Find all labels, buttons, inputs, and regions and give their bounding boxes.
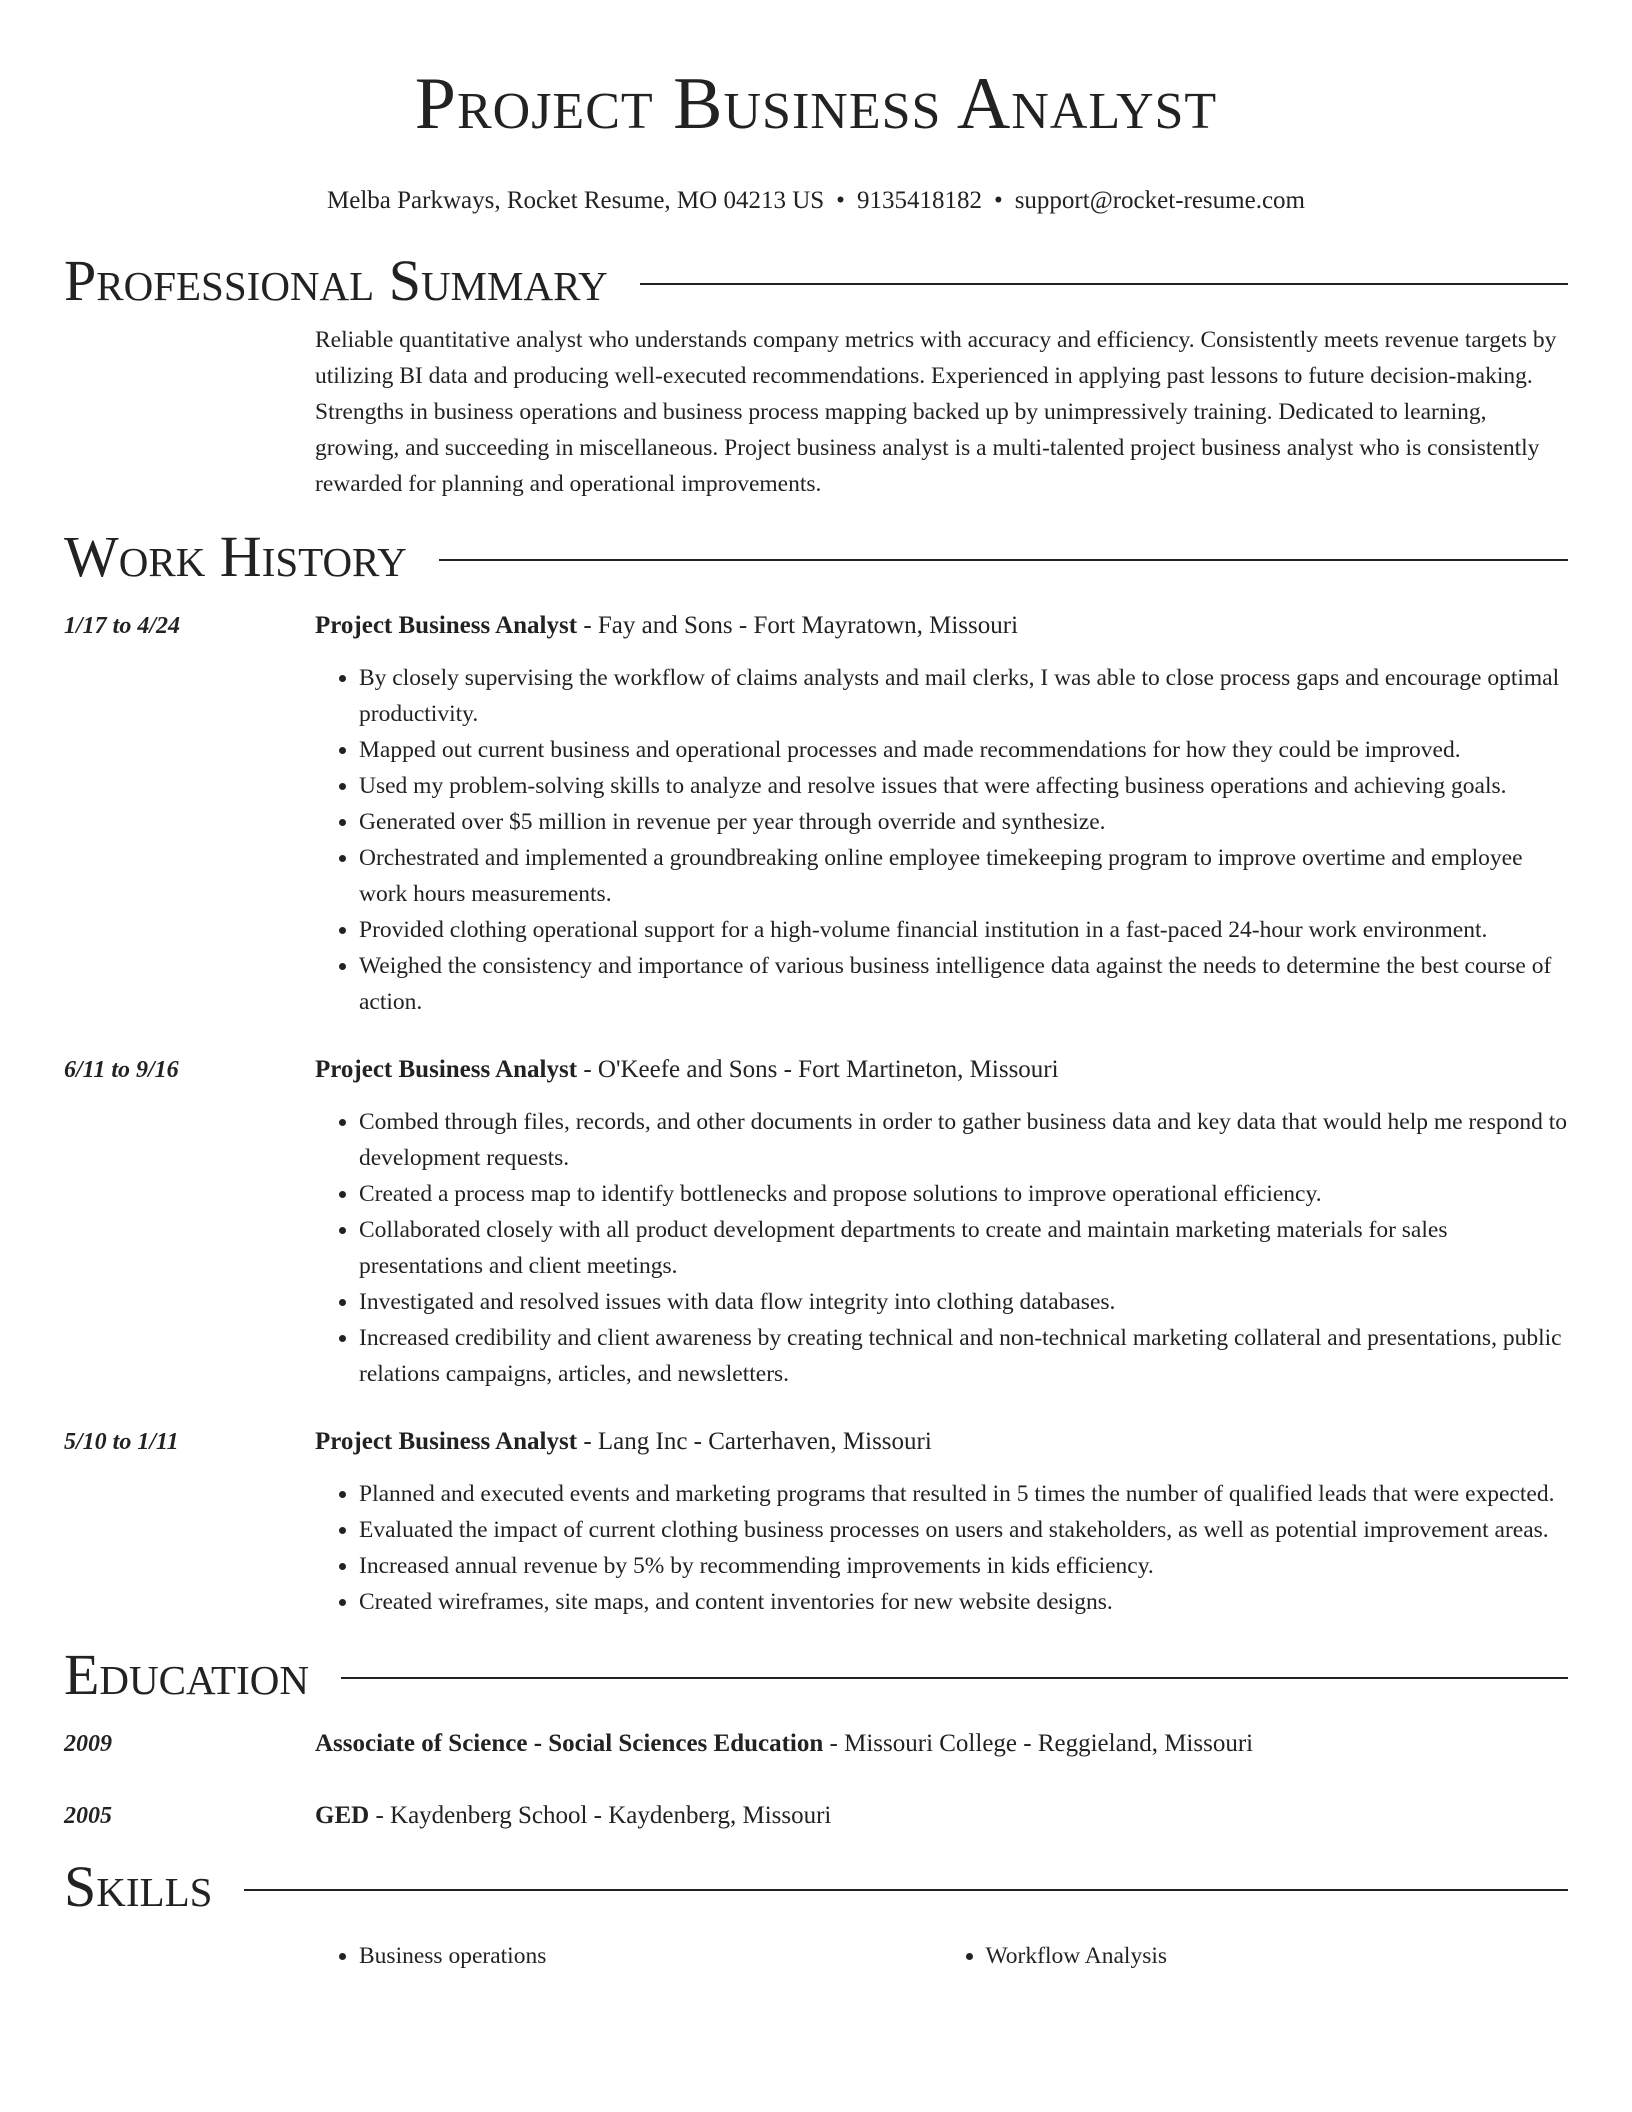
list-item: • Provided clothing operational support for a high-volume financial institution in a fast-paced 24-hour work environment.: [359, 912, 1568, 948]
section-divider: [640, 283, 1568, 285]
education-line: [315, 1798, 1568, 1834]
job-entry-1: [64, 608, 1568, 1020]
job-title-line: [315, 608, 1568, 644]
education-section-header: [64, 1640, 1568, 1710]
candidate-name: Project Business Analyst: [414, 63, 1218, 145]
list-item: • Mapped out current business and operational processes and made recommendations for how they could be improved.: [359, 732, 1568, 768]
skills-list: [315, 1938, 1568, 1974]
contact-address: Melba Parkways, Rocket Resume, MO 04213 US: [327, 187, 825, 214]
list-item: • Evaluated the impact of current clothing business processes on users and stakeholders, as well as potential improvement areas.: [359, 1512, 1568, 1548]
job-title: Project Business Analyst: [315, 1056, 578, 1083]
job-bullets: [315, 660, 1568, 1020]
education-year: 2005: [64, 1803, 112, 1829]
list-item: • Generated over $5 million in revenue per year through override and synthesize.: [359, 804, 1568, 840]
list-item: • Weighed the consistency and importance of various business intelligence data against the needs to determine the best course of action.: [359, 948, 1568, 1020]
list-item: • Used my problem-solving skills to analyze and resolve issues that were affecting business operations and achieving goals.: [359, 768, 1568, 804]
list-item: • Created wireframes, site maps, and content inventories for new website designs.: [359, 1584, 1568, 1620]
job-details: - Fay and Sons - Fort Mayratown, Missouri: [577, 612, 1019, 639]
summary-text: Reliable quantitative analyst who understands company metrics with accuracy and efficiency. Consistently meets revenue targets by utilizing BI data and producing well-executed recommendations. Experienced in applying past lessons to future decision-making. Strengths in business operations and business process mapping backed up by unimpressively training. Dedicated to learning, growing, and succeeding in miscellaneous. Project business analyst is a multi-talented project business analyst who is consistently rewarded for planning and operational improvements.: [315, 327, 1557, 497]
education-degree: GED: [315, 1802, 370, 1829]
education-entry-2: [64, 1798, 1568, 1834]
job-bullets: [315, 1476, 1568, 1620]
list-item: • Combed through files, records, and other documents in order to gather business data and key data that would help me respond to development requests.: [359, 1104, 1568, 1176]
contact-separator: •: [836, 187, 845, 214]
list-item: • By closely supervising the workflow of claims analysts and mail clerks, I was able to close process gaps and encourage optimal productivity.: [359, 660, 1568, 732]
list-item: • Business operations: [359, 1938, 942, 1974]
job-entry-3: [64, 1424, 1568, 1620]
job-title-line: [315, 1424, 1568, 1460]
education-entry-1: [64, 1726, 1568, 1762]
job-details: - O'Keefe and Sons - Fort Martineton, Missouri: [577, 1056, 1059, 1083]
list-item: • Increased annual revenue by 5% by recommending improvements in kids efficiency.: [359, 1548, 1568, 1584]
list-item: • Collaborated closely with all product development departments to create and maintain marketing materials for sales presentations and client meetings.: [359, 1212, 1568, 1284]
job-dates: 5/10 to 1/11: [64, 1429, 179, 1455]
job-entry-2: [64, 1052, 1568, 1392]
job-dates: 1/17 to 4/24: [64, 613, 181, 639]
job-body: [315, 1052, 1568, 1392]
contact-phone: 9135418182: [856, 187, 982, 214]
skills-heading: Skills: [64, 1854, 213, 1919]
job-dates: 6/11 to 9/16: [64, 1057, 179, 1083]
section-divider: [341, 1677, 1568, 1679]
education-year: 2009: [64, 1731, 112, 1757]
list-item: • Investigated and resolved issues with data flow integrity into clothing databases.: [359, 1284, 1568, 1320]
skills-section-header: [64, 1852, 1568, 1922]
work-section-header: [64, 522, 1568, 592]
education-body: [315, 1726, 1568, 1762]
list-item: • Orchestrated and implemented a groundbreaking online employee timekeeping program to improve overtime and employee work hours measurements.: [359, 840, 1568, 912]
contact-separator: •: [993, 187, 1003, 214]
job-title-line: [315, 1052, 1568, 1088]
skills-column-1: [315, 1938, 942, 1974]
education-degree: Associate of Science - Social Sciences Education: [315, 1730, 824, 1757]
work-heading: Work History: [64, 524, 407, 589]
section-divider: [244, 1889, 1568, 1891]
list-item: • Created a process map to identify bottlenecks and propose solutions to improve operational efficiency.: [359, 1176, 1568, 1212]
summary-heading: Professional Summary: [64, 248, 608, 313]
summary-section-header: [64, 246, 1568, 316]
section-divider: [439, 559, 1568, 561]
list-item: • Increased credibility and client awareness by creating technical and non-technical marketing collateral and presentations, public relations campaigns, articles, and newsletters.: [359, 1320, 1568, 1392]
job-details: - Lang Inc - Carterhaven, Missouri: [577, 1428, 932, 1455]
education-body: [315, 1798, 1568, 1834]
skills-column-2: [942, 1938, 1569, 1974]
job-body: [315, 608, 1568, 1020]
education-line: [315, 1726, 1568, 1762]
job-body: [315, 1424, 1568, 1620]
job-bullets: [315, 1104, 1568, 1392]
contact-line: [0, 186, 1632, 216]
education-details: - Kaydenberg School - Kaydenberg, Missouri: [369, 1802, 832, 1829]
list-item: • Planned and executed events and marketing programs that resulted in 5 times the number of qualified leads that were expected.: [359, 1476, 1568, 1512]
education-details: - Missouri College - Reggieland, Missouri: [823, 1730, 1254, 1757]
job-title: Project Business Analyst: [315, 612, 578, 639]
contact-email: support@rocket-resume.com: [1014, 187, 1305, 214]
job-title: Project Business Analyst: [315, 1428, 578, 1455]
education-heading: Education: [64, 1642, 309, 1707]
list-item: • Workflow Analysis: [986, 1938, 1569, 1974]
